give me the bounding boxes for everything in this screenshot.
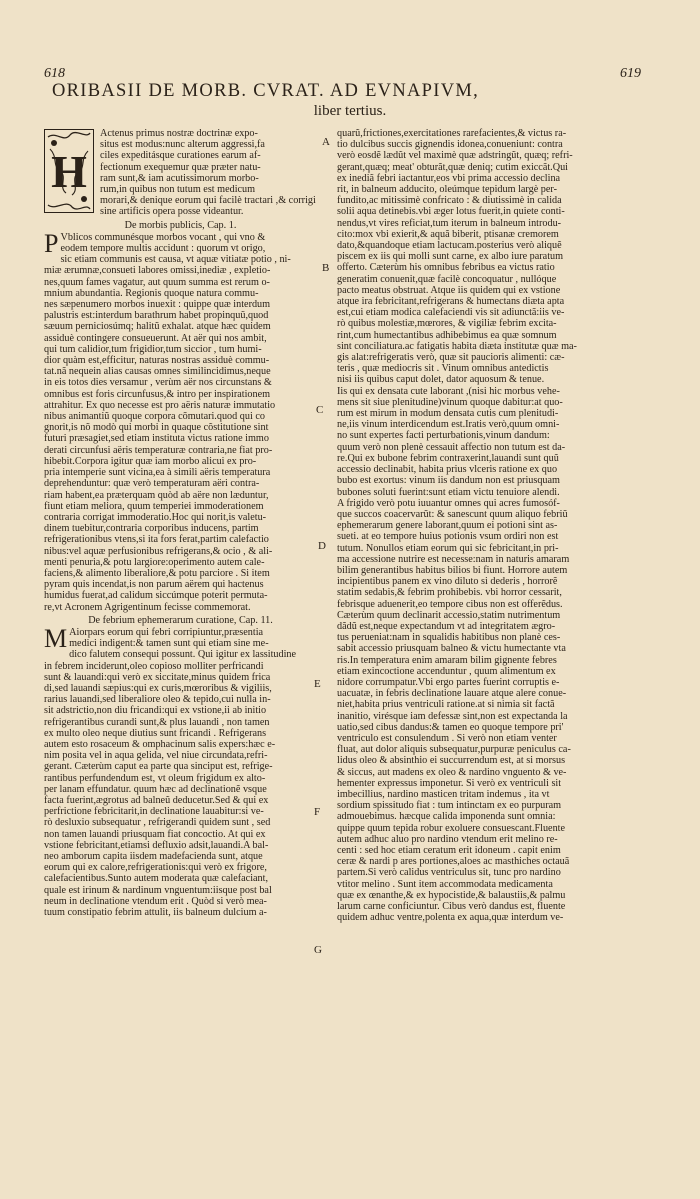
- text-line: riam habent,ea præterquam quòd ab aëre non læduntur,: [44, 489, 269, 501]
- text-line: Actenus primus nostræ doctrinæ expo-: [100, 128, 258, 139]
- text-line: partem.Si verò calidus ventriculus sit, tunc pro nardino: [337, 867, 561, 879]
- book-subtitle: liber tertius.: [313, 103, 387, 119]
- text-line: eorum qui ex calore,refrigerationis:qui verò ex frigore,: [44, 862, 267, 874]
- chapter-heading-2: De febrium ephemerarum curatione, Cap. 11.: [88, 614, 273, 626]
- text-line: rò quibus molestiæ,mœrores, & vigiliæ febrim excita-: [337, 318, 557, 330]
- text-line: autem adhuc aluo pro nardino vtendum erit melino re-: [337, 833, 558, 845]
- text-line: ventriculo est consulendum . Si verò non etiam venter: [337, 732, 557, 744]
- margin-letter-d: D: [318, 540, 326, 552]
- margin-letter-f: F: [314, 806, 321, 818]
- text-line: ex multo oleo neque diutius sunt fricandi . Refrigerans: [44, 727, 267, 739]
- text-line: in febrem inciderunt,oleo copioso molliter perfricandi: [44, 660, 264, 672]
- text-line: quidem adhuc ventre,polenta ex aqua,quæ interdum ve-: [337, 912, 564, 924]
- left-page-number: 618: [44, 66, 65, 81]
- text-line: sabit accessio priusquam balneo & victu humectante vta: [337, 643, 566, 655]
- right-text-column: [337, 128, 606, 923]
- text-line: Aiorpars eorum qui febri corripiuntur,præsentia: [69, 626, 264, 638]
- drop-cap-letter: H: [51, 146, 87, 197]
- text-line: humidus fuerat,ad calidum siccúmque poterit permuta-: [44, 590, 268, 602]
- text-line: morari,& denique eorum qui facilè tractari ,& corrigi: [100, 195, 316, 207]
- text-line: facta fuerint,ægrotus ad balneũ deducetur.Sed & qui ex: [44, 794, 269, 806]
- text-line: autem esto rosaceum & omphacinum salis expers:hæc e-: [44, 738, 276, 750]
- text-line: solii aqua detinebis.vbi æger lotus fuerit,in quiete conti-: [337, 206, 565, 218]
- text-line: neum in declinatione vtendum erit . Quòd si verò mea-: [44, 895, 267, 907]
- text-line: statim sedabis,& febrim prohibebis. vbi horror cessarit,: [337, 587, 562, 599]
- text-line: rum,in quibus non tutum est medicum: [100, 184, 256, 196]
- text-line: quippe quum tepida robur exoluere consuescant.Fluente: [337, 822, 566, 834]
- text-line: ceræ & nardi p ares portiones,aloes ac masthiches octauã: [337, 856, 570, 868]
- text-line: re.Qui ex bubone febrim contraxerint,lauandi sunt quũ: [337, 452, 559, 464]
- text-line: Cæterùm quum declinarit accessio,statim nutrimentum: [337, 609, 561, 621]
- text-line: piscem ex iis qui molli sunt carne, ex albo iure paratum: [337, 251, 564, 263]
- text-line: bilim generantibus habitus bilios bi fiunt. Horrore autem: [337, 564, 568, 576]
- text-line: nidore corrumpatur.Vbi ergo partes fuerint corruptis e-: [337, 676, 560, 688]
- text-line: sunt & lauandi:qui verò ex siccitate,minus quidem frica: [44, 671, 271, 683]
- right-page-number: 619: [620, 66, 641, 81]
- text-line: ciles expeditásque curationes earum af-: [100, 150, 261, 162]
- text-line: pria intemperie sunt vicina,ea à simili aëris temperatura: [44, 467, 271, 479]
- text-line: neo amborum capita iisdem madefacienda sunt, atque: [44, 851, 263, 862]
- text-line: palustris est:interdum barathrum habet propinquũ,quod: [44, 310, 269, 322]
- text-line: verò eosdẽ lædũt vel maximè quæ adstringũt, quæq; refri-: [337, 150, 573, 162]
- text-line: sueti. at eo tempore huius potionis vsum ordiri non est: [337, 531, 559, 543]
- text-line: cito:mox vbi exierit,& aquã biberit, ptisanæ cremorem: [337, 228, 559, 240]
- text-line: nes,quum fames vagatur, aut quum summa est rerum o-: [44, 276, 270, 288]
- text-line: miæ ærumnæ,consueti labores omissi,inediæ , expletio-: [44, 265, 271, 277]
- text-line: bubo est exortus: vinum iis dandum non est priusquam: [337, 475, 560, 487]
- text-line: refrigerantibus curandi sunt,& plus lauandi , non tamen: [44, 716, 270, 728]
- text-line: per lanam effundatur. quum hæc ad declinationẽ vsque: [44, 783, 267, 795]
- text-line: fluat, aut dolor aliquis subsequatur,purpuræ peniculus ca-: [337, 744, 571, 756]
- text-line: quæ ex œnanthe,& ex hypocistide,& balaustiis,& palmu: [337, 889, 566, 901]
- text-line: rarius lauandi,sed liberaliore oleo & tepido,cui nulla in-: [44, 694, 271, 706]
- text-line: lidus oleo & absinthio ei succurrendum est, at si morsus: [337, 755, 566, 767]
- text-line: pyram quis incendat,is non parum aërem qui hactenus: [44, 579, 264, 591]
- text-line: Vblicos communésque morbos vocant , qui vno &: [60, 231, 266, 243]
- text-line: refrigerationibus vtens,si ita fors ferat,partim calefactio: [44, 534, 269, 546]
- text-line: admouebimus. hæcque calida imponenda sunt omnia:: [337, 811, 556, 823]
- text-line: est,cui etiam modica calefaciendi vis sit adiunctã:iis ve-: [337, 307, 565, 319]
- text-line: tus perueniat:nam in squalidis habitibus non planè ces-: [337, 632, 561, 644]
- text-line: assiduè contingere consueuerunt. At aër qui nos ambit,: [44, 332, 267, 344]
- text-line: vtitor melino . Sunt item accommodata medicamenta: [337, 878, 553, 890]
- text-line: tio dulcibus succis gignendis idonea,conueniunt: contra: [337, 139, 563, 151]
- text-line: ne,iis vinum interdicendum est.Iratis verò,quum omni-: [337, 419, 560, 431]
- text-line: bubones soluti fuerint:sunt etiam victu tenuiore alendi.: [337, 486, 560, 498]
- text-line: rint,cum humectantibus adhibebimus ea quæ somnum: [337, 329, 557, 341]
- text-line: pacto meatus obstruat. Atque iis quidem qui ex vstione: [337, 284, 561, 296]
- text-line: sit adstrictio,non diu fricandi:qui ex vstione,ii ab initio: [44, 705, 267, 717]
- text-line: re,vt Acronem Agrigentinum fecisse commemorat.: [44, 601, 251, 613]
- text-line: gerant,quæq; meat' obturãt,quæ deniq; cutim exiccãt.Qui: [337, 161, 568, 173]
- text-line: rit, in balneum adducito, oleúmque tepidum largè per-: [337, 184, 557, 196]
- chapter-1-text: [44, 228, 317, 613]
- margin-letter-c: C: [316, 404, 324, 416]
- text-line: fiunt etiam meliora, quum temperiei immoderationem: [44, 500, 264, 512]
- text-line: febrisque aduenerit,eo tempore cibus non est offerẽdus.: [337, 598, 563, 610]
- text-line: omnibus est foris circunfusus,& intro per inspirationem: [44, 388, 271, 400]
- text-line: nibus:vel aquæ perfusionibus refrigerans,& ocio , & ali-: [44, 545, 273, 557]
- text-line: derati circunfusi aëris temperaturæ contraria,ne fiat pro-: [44, 444, 273, 456]
- text-line: quarũ,frictiones,exercitationes rarefacientes,& victus ra-: [337, 128, 567, 139]
- margin-letter-e: E: [314, 678, 321, 690]
- text-line: niet,habita prius ventriculi ratione.at si nimia sit factã: [337, 699, 555, 711]
- ornamental-initial: [44, 129, 94, 213]
- text-line: gis alat:refrigeratis verò, quæ sit paucioris alimenti: cæ-: [337, 352, 565, 364]
- text-line: centi : sed hoc etiam ceratum erit idoneum . capit enim: [337, 845, 561, 856]
- text-line: dico falutem consequi possunt. Qui igitur ex lassitudine: [69, 649, 297, 661]
- text-line: deprehenduntur: quæ verò temperaturam aëri contra-: [44, 478, 260, 490]
- text-line: A frigido verò potu iuuantur omnes qui acres fumosóf-: [337, 497, 560, 509]
- text-line: fectionum exequemur quæ præter natu-: [100, 161, 261, 173]
- text-line: tutum. Nonullos etiam eorum qui sic febricitant,in pri-: [337, 542, 559, 554]
- margin-letter-g: G: [314, 944, 322, 956]
- text-line: Iis qui ex densata cute laborant ,(nisi hic morbus vehe-: [337, 385, 560, 397]
- text-line: nibus animantiũ quoque corpora cõmutari.quod qui co: [44, 411, 265, 423]
- text-line: accessio declinabit, habita prius vlceris ratione ex quo: [337, 464, 558, 476]
- text-line: dinem tuebitur,contraria corporibus inducens, partim: [44, 523, 259, 535]
- chapter-2-text: [44, 623, 317, 919]
- chapter-heading-1: De morbis publicis, Cap. 1.: [124, 219, 237, 231]
- text-line: imbecillius, nardino masticen tritam indemus , ita vt: [337, 788, 550, 800]
- text-line: atque ira febricitant,refrigerans & humectans diæta apta: [337, 296, 565, 308]
- text-line: contraria corrigat immoderatio.Hoc qui norit,is valetu-: [44, 511, 267, 523]
- text-line: rantibus perfundendum est, vt oleum frigidum ex alto-: [44, 772, 266, 784]
- text-line: nes sæpenumero morbos inuexit : quippe quæ interdum: [44, 299, 271, 311]
- text-line: dior quàm est,efficitur, naturas nostras assiduè commu-: [44, 355, 270, 367]
- text-line: situs est modus:nunc alterum aggressi,fa: [100, 139, 265, 151]
- text-line: offerto. Cæterùm his omnibus febribus ea victus ratio: [337, 262, 555, 274]
- text-line: dato,&quandoque etiam lactucam.posterius verò aliquẽ: [337, 240, 562, 252]
- margin-letter-a: A: [322, 136, 330, 148]
- text-line: in eis totos dies versamur , verùm aër nos circunstans &: [44, 377, 272, 389]
- text-line: larum carne conficiuntur. Cibus verò dandus est, fluente: [337, 901, 566, 913]
- text-line: sint conciliatura.ac fatigatis habita diæta institutæ quæ ma-: [337, 340, 577, 352]
- text-line: ram sunt,& iam acutissimorum morbo-: [100, 172, 259, 184]
- text-line: gerant. Cæterùm caput ea parte qua sinciput est, refrige-: [44, 761, 273, 773]
- text-line: etiam exincoctione accenduntur , quum alimentum ex: [337, 665, 556, 677]
- text-line: incipientibus panem ex vino diluto si dederis , horrorẽ: [337, 576, 558, 588]
- text-line: mnium abundantia. Regionis quoque natura commu-: [44, 287, 259, 299]
- text-line: di,sed lauandi sæpius:qui ex curis,mœroribus & vigiliis,: [44, 682, 272, 694]
- text-line: & siccus, aut madens ex oleo & nardino vnguento & ve-: [337, 766, 567, 778]
- text-line: uatio,sed cibus dandus:& tamen eo quoque tempore pri': [337, 721, 564, 733]
- text-line: tat.nã nequein alias causas omnes similincidimus,neque: [44, 366, 271, 378]
- section1-initial: P: [44, 228, 59, 258]
- text-line: quum verò non plenè cessauit affectio non tutum est da-: [337, 441, 566, 453]
- text-line: rum est mirum in modum densata cutis cum plenitudi-: [337, 408, 559, 420]
- text-line: ephemerarum genere laborant,quum ei potioni sint as-: [337, 520, 558, 532]
- text-line: perfrictione febricitarit,in declinatione lauabitur:si ve-: [44, 806, 264, 818]
- decorated-letter-image: [44, 129, 94, 213]
- margin-letter-b: B: [322, 262, 330, 274]
- text-line: teris , quæ mediocris sit . Vinum omnibus antedictis: [337, 363, 549, 375]
- text-line: rò desluxio subsequatur , refrigerandi quidem sunt , sed: [44, 817, 271, 829]
- text-line: menti penuria,& potu largiore:operimento autem cale-: [44, 556, 265, 568]
- text-line: sordium spissitudo fiat : tum intinctam ex eo purpuram: [337, 800, 562, 812]
- text-line: calefacientibus.Sunto autem moderata quæ calefaciant,: [44, 873, 269, 885]
- text-line: inanitio, virésque iam defessæ sint,non est expectanda la: [337, 710, 568, 722]
- text-line: ex inediã febri iactantur,eos vbi prima accessio declina: [337, 172, 561, 184]
- running-title: ORIBASII DE MORB. CVRAT. AD EVNAPIVM,: [52, 81, 480, 101]
- text-line: hementer expressus imponetur. Si verò ex ventriculi sit: [337, 777, 562, 789]
- text-line: generatim conuenit,quæ facilè concoquatur , nullóque: [337, 273, 557, 285]
- text-line: vstione febricitant,etiamsi defluxio adsit,lauandi.A bal-: [44, 839, 269, 851]
- text-line: hibebit.Corpora igitur quæ iam morbo alicui ex pro-: [44, 455, 257, 467]
- text-line: attrahitur. Ex quo necesse est pro aëris naturæ immutatio: [44, 399, 276, 411]
- text-line: medici indigent:& tamen sunt qui etiam sine me-: [69, 638, 269, 650]
- text-line: fundito,ac mitissimè confricato : & diutissimè in calida: [337, 195, 562, 207]
- text-line: uacuatæ, in febris declinatione lauare atque alere conue-: [337, 688, 567, 700]
- text-line: sic etiam communis est causa, vt aquæ vitiatæ potio , ni-: [60, 254, 291, 266]
- text-line: dãdũ est,neque expectandum vt ad integritatem ægro-: [337, 620, 556, 632]
- text-line: faciens,& alimento liberaliore,& potu parciore . Si item: [44, 567, 270, 579]
- text-line: quale est irinum & nardinum vnguentum:iisque post bal: [44, 884, 272, 896]
- section2-initial: M: [44, 623, 68, 653]
- text-line: mens sit siue plenitudine)vinum quoque dabitur:at quo-: [337, 396, 563, 408]
- text-line: tuum constipatio febrim attulit, iis balneum dulcium a-: [44, 907, 267, 919]
- text-line: qui tum calidior,tum frigidior,tum siccior , tum humi-: [44, 343, 262, 355]
- text-line: no sunt expertes facti perturbationis,vinum dandum:: [337, 430, 550, 442]
- text-line: ma accessione nutrire est necesse:nam in naturis amaram: [337, 553, 570, 565]
- text-line: futuri præsagiet,sed etiam instituta victus ratione immo: [44, 433, 269, 445]
- text-line: nim posita vel in aqua gelida, vel niue circundata,refri-: [44, 750, 268, 762]
- left-text-column: [44, 128, 317, 918]
- text-line: que succos coacervarũt: & sanescunt quum aliquo febriũ: [337, 508, 568, 520]
- text-line: gnorit,is nõ modò qui morbi in quaque cõstitutione sint: [44, 422, 269, 434]
- text-line: non tamen lauandi priusquam fiat concoctio. At qui ex: [44, 828, 266, 840]
- text-line: sine artificis opera posse videantur.: [100, 206, 244, 218]
- text-line: nisi iis quibus caput dolet, dator aquosum & tenue.: [337, 374, 545, 386]
- text-line: sæuum perniciosúmq; halitũ exhalat. atque hæc quidem: [44, 321, 271, 333]
- text-line: nendus,vt vires reficiat,tum iterum in balneum introdu-: [337, 217, 562, 229]
- text-line: ris.In temperatura enim amaram bilim gignente febres: [337, 654, 557, 666]
- text-line: eodem tempore multis accidunt : quorum vt origo,: [60, 243, 266, 255]
